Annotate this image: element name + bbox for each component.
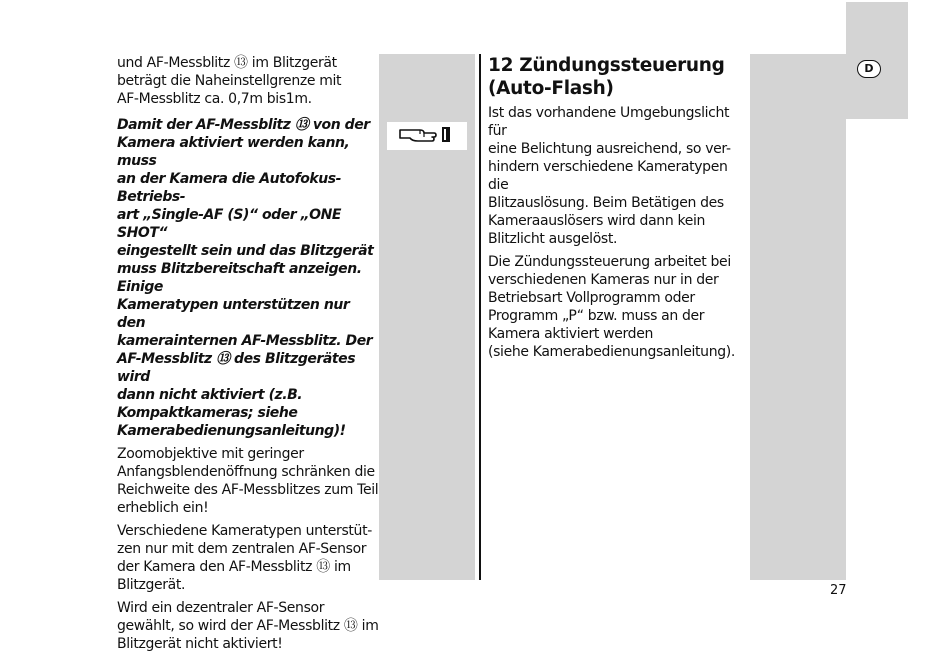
paragraph: Ist das vorhandene Umgebungslicht für eine Belichtung ausreichend, so ver- hindern verschiedene Kameratypen die Blitzauslösung. Beim Betätigen des Kameraauslösers wird dann kein Blitzlicht ausgelöst.: [488, 105, 731, 247]
right-text-column: [488, 54, 750, 366]
column-divider: [479, 54, 481, 580]
paragraph: und AF-Messblitz ⑬ im Blitzgerät beträgt die Naheinstellgrenze mit AF-Messblitz ca. 0,7m bis1m.: [117, 55, 342, 107]
paragraph: Zoomobjektive mit geringer Anfangsblendenöffnung schränken die Reichweite des AF-Messblitzes zum Teil erheblich ein!: [117, 446, 379, 516]
right-margin-band: [750, 54, 846, 580]
pointing-hand-icon: [398, 124, 456, 148]
paragraph: Die Zündungssteuerung arbeitet bei verschiedenen Kameras nur in der Betriebsart Vollprogramm oder Programm „P“ bzw. muss an der Kamera aktiviert werden (siehe Kamerabedienungsanleitung).: [488, 254, 735, 360]
left-text-column: [117, 54, 379, 658]
language-tab-band: [846, 2, 908, 119]
note-icon-box: [387, 122, 467, 150]
paragraph: Wird ein dezentraler AF-Sensor gewählt, so wird der AF-Messblitz ⑬ im Blitzgerät nicht aktiviert!: [117, 600, 379, 652]
page-number: 27: [830, 583, 847, 598]
bold-note: Damit der AF-Messblitz ⑬ von der Kamera aktiviert werden kann, muss an der Kamera die Autofokus-Betriebs- art „Single-AF (S)“ oder „ONE SHOT“ eingestellt sein und das Blitzgerät muss Blitzbereitschaft anzeigen. Einige Kameratypen unterstützen nur den kamerainternen AF-Messblitz. Der AF-Messblitz ⑬ des Blitzgerätes wird dann nicht aktiviert (z.B. Kompaktkameras; siehe Kamerabedienungsanleitung)!: [117, 117, 374, 439]
paragraph: Verschiedene Kameratypen unterstüt- zen nur mit dem zentralen AF-Sensor der Kamera den AF-Messblitz ⑬ im Blitzgerät.: [117, 523, 372, 593]
section-heading: 12 Zündungssteuerung (Auto-Flash): [488, 55, 725, 99]
language-badge: D: [857, 60, 881, 78]
